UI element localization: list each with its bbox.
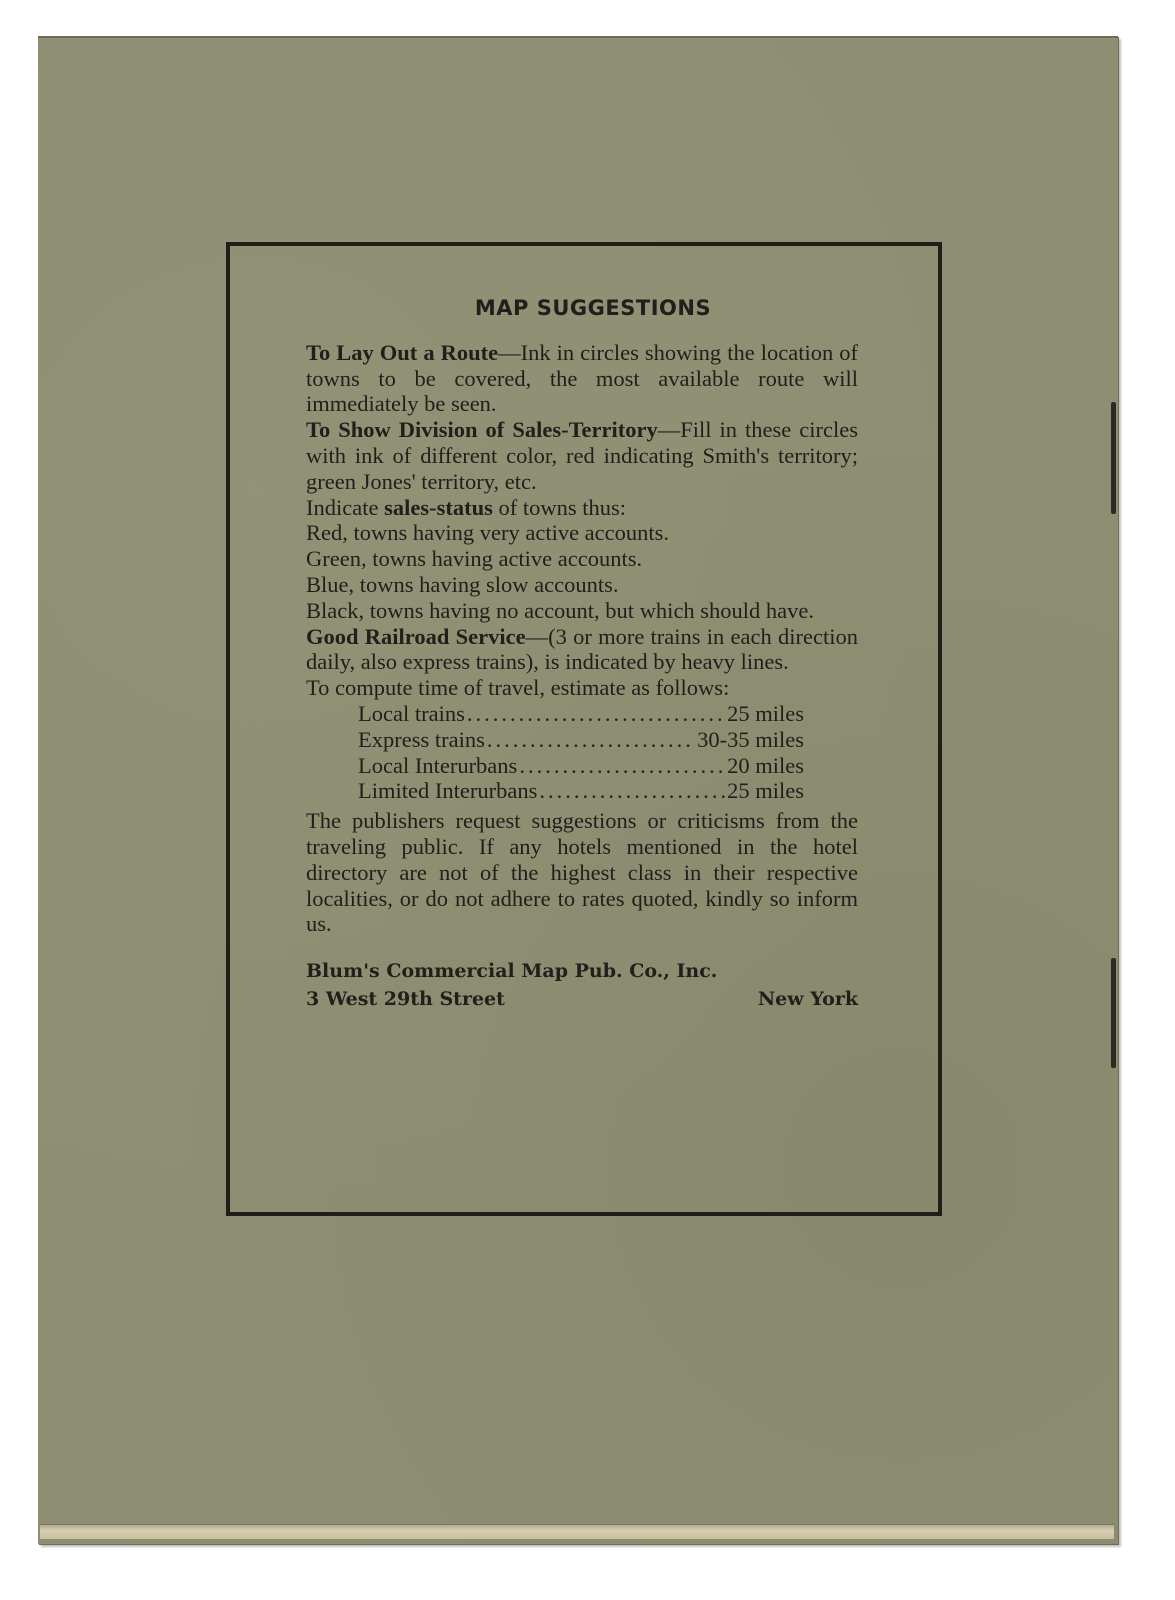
dot-leader bbox=[519, 753, 725, 779]
status-intro-bold: sales-status bbox=[384, 494, 493, 520]
division-lead: To Show Division of Sales-Territory bbox=[306, 417, 658, 443]
travel-row bbox=[358, 727, 804, 753]
travel-intro: To compute time of travel, estimate as follows: bbox=[306, 675, 730, 701]
dot-leader bbox=[487, 727, 695, 753]
travel-table bbox=[358, 701, 804, 804]
closing-paragraph: The publishers request suggestions or criticisms from the traveling public. If any hotels mentioned in the hotel directory are not of the highest class in their respective localities, or do not adhere to rates quoted, kindly so inform us. bbox=[306, 808, 858, 937]
publisher-address: 3 West 29th Street bbox=[306, 988, 505, 1011]
notice-title: MAP SUGGESTIONS bbox=[474, 296, 712, 320]
travel-row bbox=[358, 778, 804, 804]
travel-row-label: Local trains bbox=[358, 700, 465, 726]
route-paragraph bbox=[306, 340, 858, 417]
status-intro-prefix: Indicate bbox=[306, 494, 385, 520]
travel-row-label: Local Interurbans bbox=[358, 752, 518, 778]
dot-leader bbox=[467, 701, 725, 727]
travel-row bbox=[358, 701, 804, 727]
travel-row-value: 30-35 miles bbox=[697, 726, 804, 752]
route-lead: To Lay Out a Route bbox=[306, 339, 499, 365]
publisher-name-row bbox=[306, 957, 858, 985]
publisher-block bbox=[306, 957, 858, 1013]
route-text: —Ink in circles showing the location of towns to be covered, the most available route will immediately be seen. bbox=[306, 339, 859, 417]
status-intro bbox=[306, 495, 858, 521]
railroad-text: —(3 or more trains in each direction daily, also express trains), is indicated by heavy lines. bbox=[306, 623, 858, 675]
dot-leader bbox=[539, 778, 725, 804]
status-line-black: Black, towns having no account, but which should have. bbox=[306, 597, 815, 623]
staple-bottom bbox=[1111, 958, 1116, 1068]
travel-row-label: Express trains bbox=[358, 726, 485, 752]
status-line-red: Red, towns having very active accounts. bbox=[306, 520, 670, 546]
publisher-address-row bbox=[306, 985, 858, 1013]
travel-row-value: 25 miles bbox=[727, 778, 804, 804]
railroad-lead: Good Railroad Service bbox=[306, 623, 526, 649]
travel-row-value: 20 miles bbox=[727, 752, 804, 778]
status-line-green: Green, towns having active accounts. bbox=[306, 546, 643, 572]
notice-content bbox=[306, 296, 858, 1013]
publisher-city: New York bbox=[757, 988, 858, 1011]
division-paragraph bbox=[306, 417, 858, 494]
travel-row bbox=[358, 753, 804, 779]
railroad-paragraph bbox=[306, 624, 858, 676]
page-edge bbox=[40, 1524, 1114, 1539]
travel-row-label: Limited Interurbans bbox=[358, 778, 538, 804]
status-line-blue: Blue, towns having slow accounts. bbox=[306, 571, 619, 597]
division-text: —Fill in these circles with ink of different color, red indicating Smith's territory; green Jones' territory, etc. bbox=[306, 417, 858, 494]
publisher-name: Blum's Commercial Map Pub. Co., Inc. bbox=[306, 960, 718, 983]
travel-row-value: 25 miles bbox=[727, 700, 804, 726]
status-intro-suffix: of towns thus: bbox=[492, 494, 626, 520]
staple-top bbox=[1111, 402, 1116, 514]
